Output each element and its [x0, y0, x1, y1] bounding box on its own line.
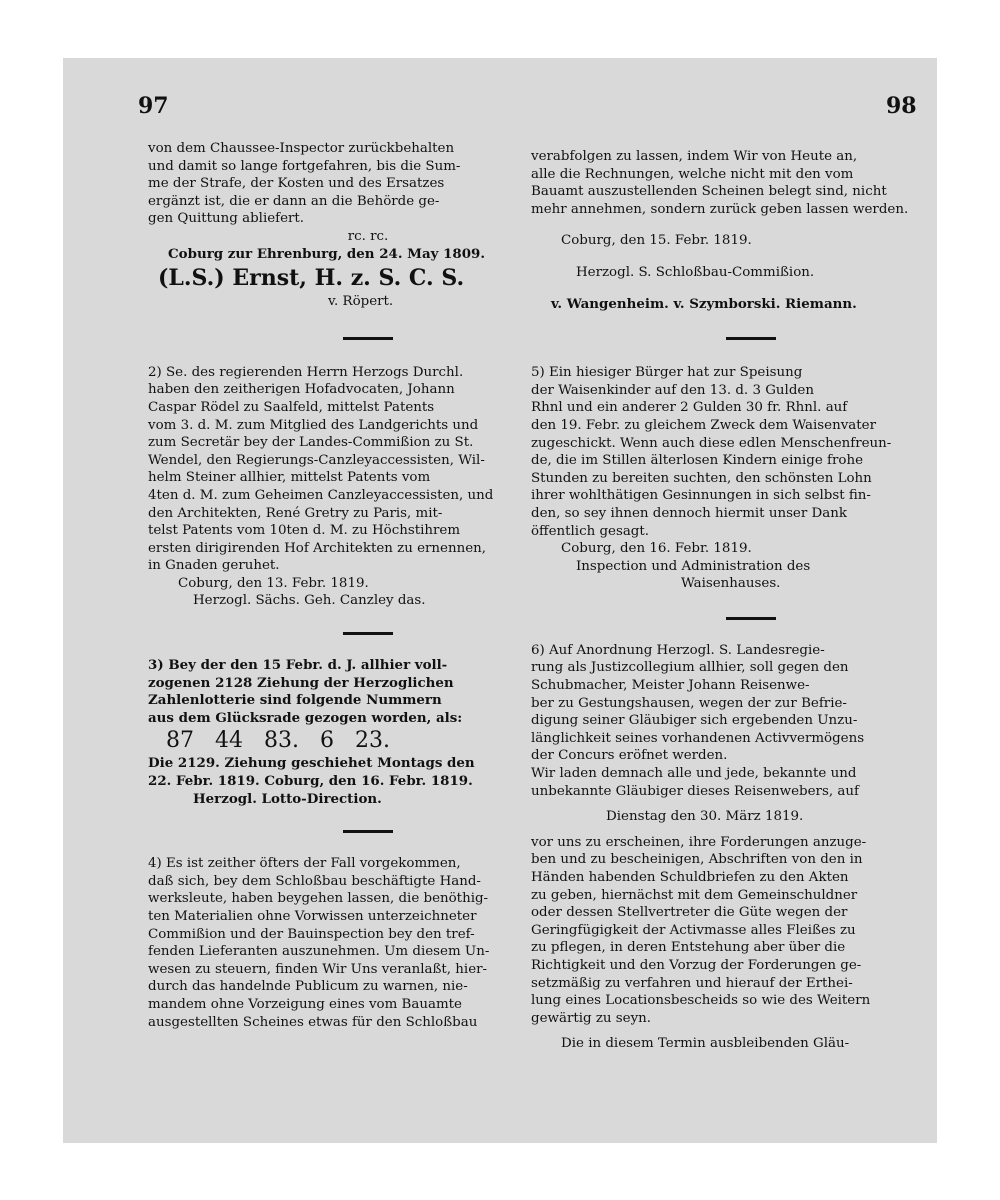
text-line: Rhnl und ein anderer 2 Gulden 30 fr. Rhnl. auf: [531, 400, 848, 416]
text-line: oder dessen Stellvertreter die Güte wegen der: [531, 905, 848, 921]
text-line: ausgestellten Scheines etwas für den Schloßbau: [148, 1014, 478, 1030]
text-line: me der Strafe, der Kosten und des Ersatzes: [148, 176, 445, 192]
text-line: setzmäßig zu verfahren und hierauf der Erthei-: [531, 975, 853, 991]
text-line: Schubmacher, Meister Johann Reisenwe-: [531, 678, 810, 694]
section-3-signature: Herzogl. Lotto-Direction.: [193, 790, 382, 807]
section-3-text: [148, 657, 588, 727]
text-line: mehr annehmen, sondern zurück geben lassen werden.: [531, 201, 909, 217]
text-line: helm Steiner allhier, mittelst Patents vom: [148, 470, 431, 486]
text-line: zu pflegen, in deren Entstehung aber über die: [531, 940, 846, 956]
text-line: den Architekten, René Gretry zu Paris, mit-: [148, 505, 443, 521]
seal-signature: (L.S.) Ernst, H. z. S. C. S.: [158, 265, 465, 292]
text-line: haben den zeitherigen Hofadvocaten, Johann: [148, 382, 455, 398]
page-number-right: 98: [886, 93, 917, 119]
text-line: ben und zu bescheinigen, Abschriften von den in: [531, 852, 863, 868]
text-line: durch das handelnde Publicum zu warnen, nie-: [148, 979, 468, 995]
text-line: Stunden zu bereiten suchten, den schönsten Lohn: [531, 470, 872, 486]
right-column: [531, 148, 937, 1053]
text-line: telst Patents vom 10ten d. M. zu Höchstihrem: [148, 523, 461, 539]
text-line: rung als Justizcollegium allhier, soll gegen den: [531, 660, 849, 676]
text-line: in Gnaden geruhet.: [148, 558, 280, 574]
place-date: Coburg zur Ehrenburg, den 24. May 1809.: [168, 245, 486, 262]
text-line: digung seiner Gläubiger sich ergebenden Unzu-: [531, 713, 858, 729]
text-line: 4ten d. M. zum Geheimen Canzleyaccessisten, und: [148, 487, 494, 503]
section-2-text: [148, 364, 588, 575]
text-line: 22. Febr. 1819. Coburg, den 16. Febr. 1819.: [148, 773, 473, 790]
text-line: Wir laden demnach alle und jede, bekannte und: [531, 766, 857, 782]
page-number-left: 97: [138, 93, 169, 119]
text-line: zogenen 2128 Ziehung der Herzoglichen: [148, 674, 454, 691]
section-4-date: Coburg, den 15. Febr. 1819.: [561, 233, 752, 249]
section-4-text: [148, 855, 588, 1031]
left-column: [148, 140, 588, 1031]
text-line: fenden Lieferanten auszunehmen. Um diesem Un-: [148, 944, 490, 960]
text-line: verabfolgen zu lassen, indem Wir von Heute an,: [531, 149, 858, 164]
etc-mark: rc. rc.: [347, 228, 389, 244]
text-line: länglichkeit seines vorhandenen Activvermögens: [531, 730, 865, 746]
text-line: unbekannte Gläubiger dieses Reisenwebers, auf: [531, 783, 859, 799]
text-line: gen Quittung abliefert.: [148, 211, 305, 227]
text-line: zugeschickt. Wenn auch diese edlen Menschenfreun-: [531, 435, 892, 451]
section-divider: [343, 632, 393, 635]
text-line: daß sich, bey dem Schloßbau beschäftigte Hand-: [148, 873, 481, 889]
text-line: zum Secretär bey der Landes-Commißion zu St.: [148, 435, 474, 451]
text-line: ersten dirigirenden Hof Architekten zu ernennen,: [148, 540, 487, 556]
text-line: Wendel, den Regierungs-Canzleyaccessisten, Wil-: [148, 452, 485, 468]
section-2-date: Coburg, den 13. Febr. 1819.: [178, 575, 369, 591]
text-line: 3) Bey der den 15 Febr. d. J. allhier voll-: [148, 657, 448, 674]
text-line: Zahlenlotterie sind folgende Nummern: [148, 692, 442, 709]
section-divider: [343, 337, 393, 340]
text-line: öffentlich gesagt.: [531, 523, 650, 539]
text-line: vor uns zu erscheinen, ihre Forderungen anzuge-: [531, 834, 867, 850]
text-line: 4) Es ist zeither öfters der Fall vorgekommen,: [148, 856, 461, 872]
section-divider: [343, 830, 393, 833]
section-5-date: Coburg, den 16. Febr. 1819.: [561, 541, 752, 557]
text-line: der Waisenkinder auf den 13. d. 3 Gulden: [531, 382, 814, 398]
section-4-continuation: [531, 148, 937, 218]
text-line: zu geben, hiernächst mit dem Gemeinschuldner: [531, 887, 858, 903]
text-line: den, so sey ihnen dennoch hiermit unser Dank: [531, 505, 847, 521]
text-line: Bauamt auszustellenden Scheinen belegt sind, nicht: [531, 184, 887, 200]
text-line: 2) Se. des regierenden Herrn Herzogs Durchl.: [148, 364, 464, 380]
text-line: aus dem Glücksrade gezogen worden, als:: [148, 709, 463, 726]
text-line: ergänzt ist, die er dann an die Behörde ge-: [148, 193, 440, 209]
text-line: werksleute, haben beygehen lassen, die benöthig-: [148, 891, 489, 907]
text-line: Commißion und der Bauinspection bey den tref-: [148, 926, 475, 942]
text-line: wesen zu steuern, finden Wir Uns veranlaßt, hier-: [148, 961, 488, 977]
section-4-names: v. Wangenheim. v. Szymborski. Riemann.: [551, 295, 857, 312]
countersignature: v. Röpert.: [328, 294, 394, 310]
section-divider: [726, 617, 776, 620]
text-line: Händen habenden Schuldbriefen zu den Akten: [531, 870, 849, 885]
hearing-date: Dienstag den 30. März 1819.: [606, 809, 804, 825]
text-line: alle die Rechnungen, welche nicht mit den vom: [531, 166, 854, 182]
text-line: 5) Ein hiesiger Bürger hat zur Speisung: [531, 365, 803, 381]
section-divider: [726, 337, 776, 340]
text-line: der Concurs eröfnet werden.: [531, 748, 728, 764]
scanned-page: [63, 58, 937, 1143]
text-line: von dem Chaussee-Inspector zurückbehalten: [148, 141, 455, 156]
text-line: ihrer wohlthätigen Gesinnungen in sich selbst fin-: [531, 488, 871, 504]
text-line: Die in diesem Termin ausbleibenden Gläu-: [561, 1036, 850, 1052]
text-line: Caspar Rödel zu Saalfeld, mittelst Patents: [148, 399, 435, 415]
text-line: de, die im Stillen älterlosen Kindern einige frohe: [531, 453, 864, 469]
text-line: 6) Auf Anordnung Herzogl. S. Landesregie-: [531, 642, 825, 658]
text-line: ber zu Gestungshausen, wegen der zur Befrie-: [531, 695, 847, 711]
section-6-text: [531, 642, 937, 800]
section-4-signature: Herzogl. S. Schloßbau-Commißion.: [576, 264, 815, 280]
text-line: gewärtig zu seyn.: [531, 1010, 652, 1026]
section-6-continuation: [531, 834, 937, 1028]
text-line: Geringfügigkeit der Activmasse alles Fleißes zu: [531, 922, 856, 938]
text-line: Richtigkeit und den Vorzug der Forderungen ge-: [531, 957, 862, 973]
text-line: vom 3. d. M. zum Mitglied des Landgerichts und: [148, 417, 479, 433]
section-1-text: [148, 140, 588, 228]
lottery-numbers: 87 44 83. 6 23.: [166, 728, 390, 754]
section-5-signature: Waisenhauses.: [681, 576, 781, 592]
section-5-text: [531, 364, 937, 540]
text-line: ten Materialien ohne Vorwissen unterzeichneter: [148, 909, 477, 924]
text-line: den 19. Febr. zu gleichem Zweck dem Waisenvater: [531, 417, 876, 433]
text-line: lung eines Locationsbescheids so wie des Weitern: [531, 993, 871, 1009]
section-2-signature: Herzogl. Sächs. Geh. Canzley das.: [193, 593, 426, 609]
text-line: mandem ohne Vorzeigung eines vom Bauamte: [148, 996, 462, 1012]
section-5-signature: Inspection und Administration des: [576, 558, 811, 574]
text-line: Die 2129. Ziehung geschiehet Montags den: [148, 755, 475, 772]
text-line: und damit so lange fortgefahren, bis die Sum-: [148, 158, 461, 174]
